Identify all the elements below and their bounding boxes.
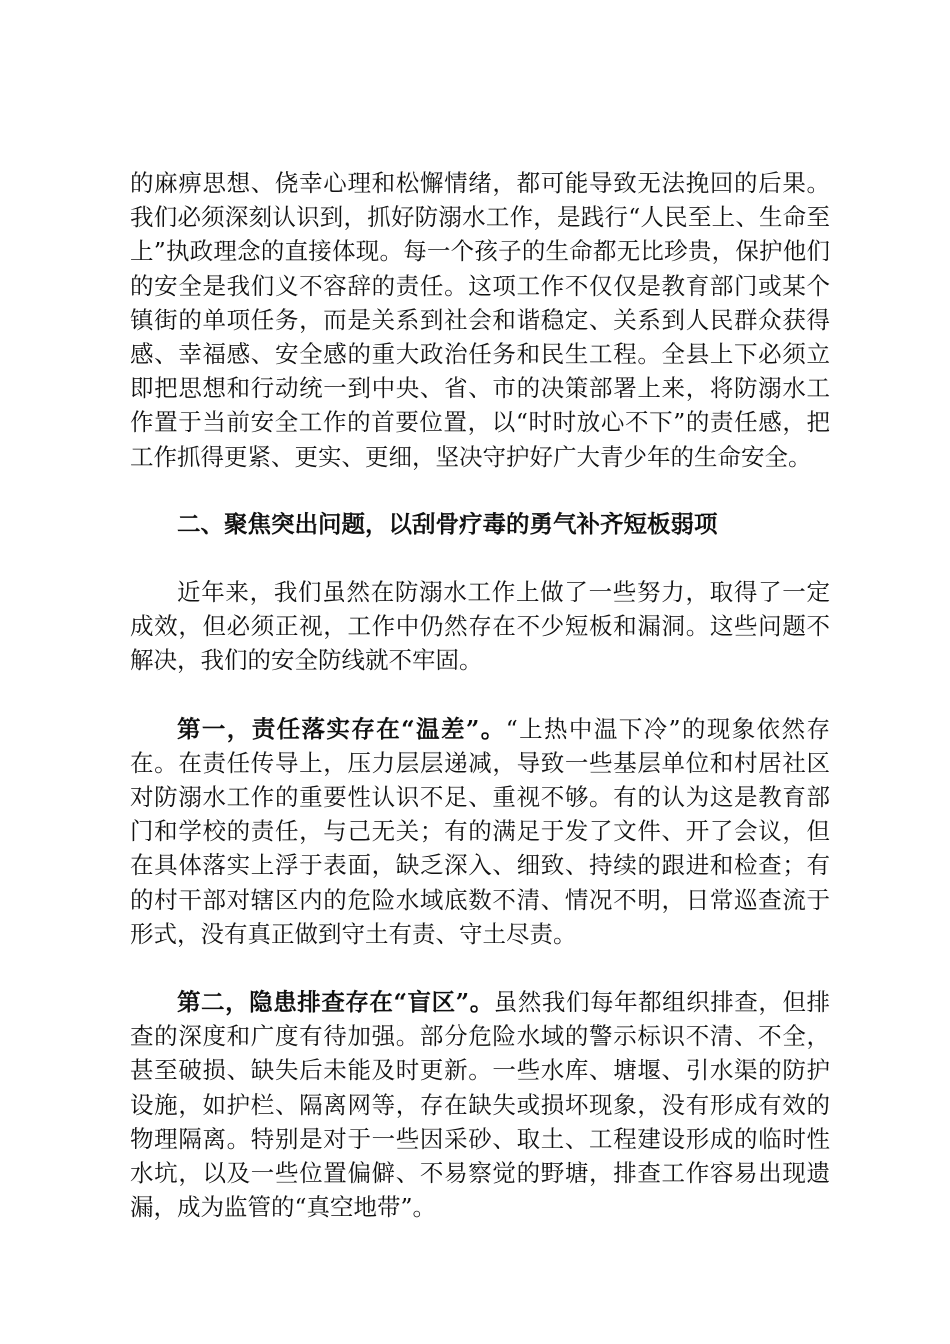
point-one-body: “上热中温下冷”的现象依然存在。在责任传导上，压力层层递减，导致一些基层单位和村居社区对防溺水工作的重要性认识不足、重视不够。有的认为这是教育部门和学校的责任，与己无关；有的满足于发了文件、开了会议，但在具体落实上浮于表面，缺乏深入、细致、持续的跟进和检查；有的村干部对辖区内的危险水域底数不清、情况不明，日常巡查流于形式，没有真正做到守土有责、守土尽责。 [130, 714, 830, 948]
point-one-lead: 第一，责任落实存在“温差”。 [177, 714, 506, 743]
intro-paragraph: 近年来，我们虽然在防溺水工作上做了一些努力，取得了一定成效，但必须正视，工作中仍然存在不少短板和漏洞。这些问题不解决，我们的安全防线就不牢固。 [130, 578, 830, 675]
document-body [130, 166, 830, 1224]
point-two-lead: 第二，隐患排查存在“盲区”。 [177, 988, 494, 1017]
point-one-paragraph [130, 712, 830, 951]
continued-paragraph: 的麻痹思想、侥幸心理和松懈情绪，都可能导致无法挽回的后果。我们必须深刻认识到，抓好防溺水工作，是践行“人民至上、生命至上”执政理念的直接体现。每一个孩子的生命都无比珍贵，保护他们的安全是我们义不容辞的责任。这项工作不仅仅是教育部门或某个镇街的单项任务，而是关系到社会和谐稳定、关系到人民群众获得感、幸福感、安全感的重大政治任务和民生工程。全县上下必须立即把思想和行动统一到中央、省、市的决策部署上来，将防溺水工作置于当前安全工作的首要位置，以“时时放心不下”的责任感，把工作抓得更紧、更实、更细，坚决守护好广大青少年的生命安全。 [130, 169, 830, 471]
point-two-body: 虽然我们每年都组织排查，但排查的深度和广度有待加强。部分危险水域的警示标识不清、不全，甚至破损、缺失后未能及时更新。一些水库、塘堰、引水渠的防护设施，如护栏、隔离网等，存在缺失或损坏现象，没有形成有效的物理隔离。特别是对于一些因采砂、取土、工程建设形成的临时性水坑，以及一些位置偏僻、不易察觉的野塘，排查工作容易出现遗漏，成为监管的“真空地带”。 [130, 988, 830, 1222]
point-two-paragraph [130, 985, 830, 1224]
section-heading: 二、聚焦突出问题，以刮骨疗毒的勇气补齐短板弱项 [177, 509, 718, 538]
